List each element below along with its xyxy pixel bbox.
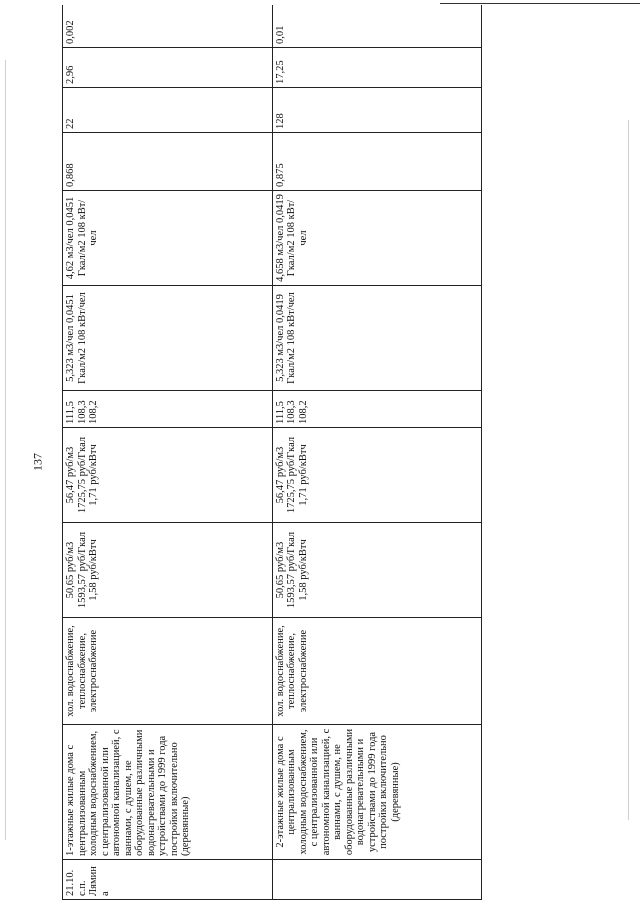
cell-v2: 2,96 [63, 48, 273, 88]
rotated-table-area [62, 5, 482, 900]
cell-v3: 0,002 [63, 5, 273, 48]
scan-edge-line [628, 120, 629, 820]
page-number: 137 [30, 453, 45, 471]
cell-tariffs-a: 50,65 руб/м3 1593,57 руб/Гкал 1,58 руб/кВтч [272, 523, 482, 618]
cell-index: 111,5 108,3 108,2 [63, 391, 273, 428]
cell-tariffs-b: 56,47 руб/м3 1725,75 руб/Гкал 1,71 руб/кВтч [272, 428, 482, 523]
cell-code [272, 860, 482, 900]
cell-description: 1-этажные жилые дома с централизованным холодным водоснабжением, с централизованной или автономной канализацией, с ваннами, с душем, не оборудованные различными водонагревательными и устройствами до 1999 года постройки включительно (деревянные) [63, 725, 273, 860]
tariff-table [62, 5, 482, 900]
table-row [63, 5, 273, 900]
cell-tariffs-a: 50,65 руб/м3 1593,57 руб/Гкал 1,58 руб/кВтч [63, 523, 273, 618]
cell-index: 111,5 108,3 108,2 [272, 391, 482, 428]
cell-services: хол. водоснабжение, теплоснабжение, электроснабжение [272, 618, 482, 725]
cell-v3: 0,01 [272, 5, 482, 48]
cell-description: 2-этажные жилые дома с централизованным холодным водоснабжением, с централизованной или автономной канализацией, с ваннами, с душем, не оборудованные различными водонагревательными и устройствами до 1999 года постройки включительно (деревянные) [272, 725, 482, 860]
table-row [272, 5, 482, 900]
scan-edge-line [5, 60, 6, 840]
cell-v1: 22 [63, 88, 273, 133]
cell-coef: 0,875 [272, 133, 482, 191]
cell-services: хол. водоснабжение, теплоснабжение, электроснабжение [63, 618, 273, 725]
cell-code: 21.10. с.п. Лямина [63, 860, 273, 900]
cell-norm-a: 5,323 м3/чел 0,0419 Гкал/м2 108 кВт/чел [272, 286, 482, 391]
tariff-table-rotated [62, 5, 482, 900]
cell-v2: 17,25 [272, 48, 482, 88]
cell-norm-b: 4,62 м3/чел 0,0451 Гкал/м2 108 кВт/чел [63, 191, 273, 286]
cell-v1: 128 [272, 88, 482, 133]
cell-tariffs-b: 56,47 руб/м3 1725,75 руб/Гкал 1,71 руб/кВтч [63, 428, 273, 523]
scan-edge-line [440, 3, 640, 4]
cell-norm-a: 5,323 м3/чел 0,0451 Гкал/м2 108 кВт/чел [63, 286, 273, 391]
cell-coef: 0,868 [63, 133, 273, 191]
cell-norm-b: 4,658 м3/чел 0,0419 Гкал/м2 108 кВт/чел [272, 191, 482, 286]
